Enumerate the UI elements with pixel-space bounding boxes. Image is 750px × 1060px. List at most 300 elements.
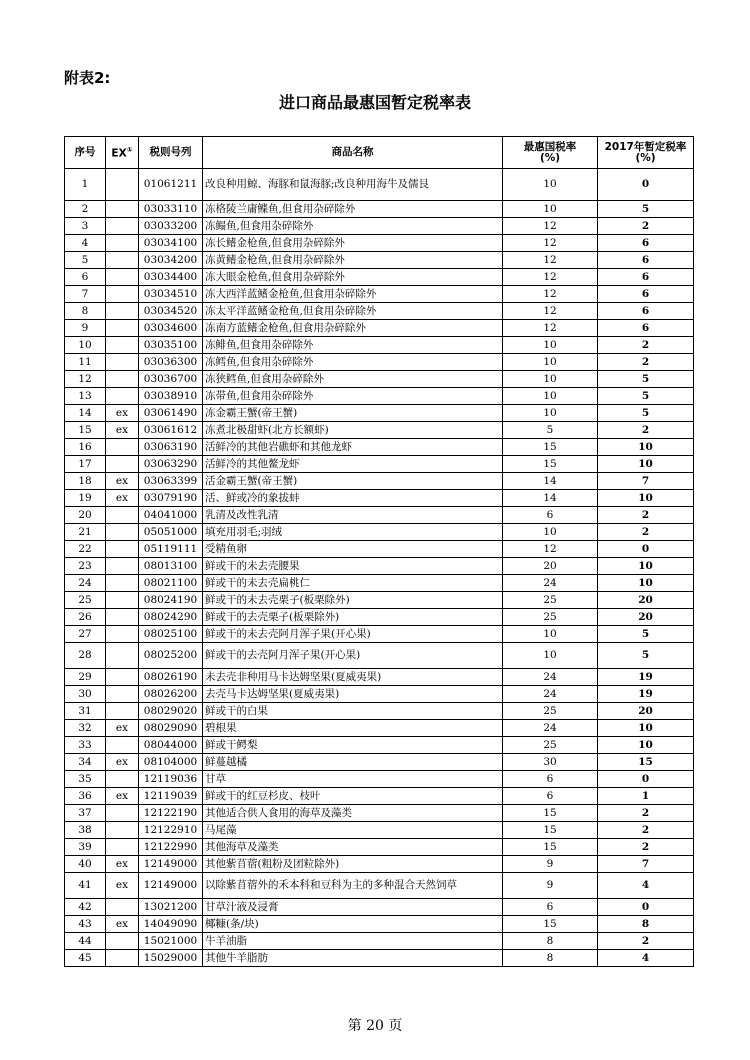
cell-mfn: 12	[503, 252, 598, 269]
cell-code: 08021100	[139, 575, 203, 592]
cell-temp: 10	[598, 737, 694, 754]
cell-code: 03063399	[139, 473, 203, 490]
cell-name: 其他牛羊脂肪	[203, 950, 503, 967]
cell-temp: 2	[598, 524, 694, 541]
cell-mfn: 9	[503, 856, 598, 873]
cell-mfn: 15	[503, 805, 598, 822]
cell-temp: 10	[598, 575, 694, 592]
table-row	[65, 933, 694, 950]
cell-seq: 18	[65, 473, 106, 490]
table-row	[65, 626, 694, 643]
cell-temp: 5	[598, 643, 694, 669]
cell-seq: 1	[65, 169, 106, 201]
cell-seq: 31	[65, 703, 106, 720]
cell-name: 甘草	[203, 771, 503, 788]
cell-mfn: 25	[503, 592, 598, 609]
table-row	[65, 507, 694, 524]
table-row	[65, 822, 694, 839]
cell-name: 鲜蔓越橘	[203, 754, 503, 771]
cell-temp: 2	[598, 839, 694, 856]
cell-seq: 10	[65, 337, 106, 354]
table-row	[65, 269, 694, 286]
cell-temp: 5	[598, 371, 694, 388]
table-row	[65, 252, 694, 269]
cell-temp: 0	[598, 771, 694, 788]
cell-code: 03033110	[139, 201, 203, 218]
cell-seq: 16	[65, 439, 106, 456]
cell-mfn: 12	[503, 218, 598, 235]
cell-ex: ex	[106, 422, 139, 439]
cell-code: 03079190	[139, 490, 203, 507]
cell-mfn: 15	[503, 439, 598, 456]
cell-ex	[106, 439, 139, 456]
cell-temp: 2	[598, 354, 694, 371]
cell-name: 冻长鳍金枪鱼,但食用杂碎除外	[203, 235, 503, 252]
cell-temp: 6	[598, 252, 694, 269]
table-row	[65, 592, 694, 609]
table-row	[65, 788, 694, 805]
cell-code: 13021200	[139, 899, 203, 916]
cell-code: 12122990	[139, 839, 203, 856]
table-row	[65, 218, 694, 235]
cell-temp: 8	[598, 916, 694, 933]
cell-name: 冻煮北极甜虾(北方长额虾)	[203, 422, 503, 439]
cell-name: 其他适合供人食用的海草及藻类	[203, 805, 503, 822]
cell-ex	[106, 703, 139, 720]
cell-name: 鲜或干的白果	[203, 703, 503, 720]
cell-temp: 10	[598, 456, 694, 473]
cell-code: 01061211	[139, 169, 203, 201]
cell-mfn: 8	[503, 950, 598, 967]
cell-temp: 6	[598, 235, 694, 252]
cell-seq: 21	[65, 524, 106, 541]
cell-ex	[106, 235, 139, 252]
cell-mfn: 10	[503, 405, 598, 422]
cell-mfn: 24	[503, 720, 598, 737]
header-ex-footnote: ①	[126, 146, 133, 155]
cell-mfn: 20	[503, 558, 598, 575]
cell-ex	[106, 626, 139, 643]
cell-seq: 27	[65, 626, 106, 643]
header-name: 商品名称	[203, 137, 503, 169]
cell-name: 冻狭鳕鱼,但食用杂碎除外	[203, 371, 503, 388]
cell-name: 活鲜冷的其他鳌龙虾	[203, 456, 503, 473]
cell-ex	[106, 388, 139, 405]
table-header-row	[65, 137, 694, 169]
table-row	[65, 669, 694, 686]
cell-ex	[106, 737, 139, 754]
cell-mfn: 10	[503, 388, 598, 405]
cell-name: 活金霸王蟹(帝王蟹)	[203, 473, 503, 490]
cell-seq: 11	[65, 354, 106, 371]
cell-code: 12119039	[139, 788, 203, 805]
cell-temp: 20	[598, 703, 694, 720]
cell-name: 受精鱼卵	[203, 541, 503, 558]
table-row	[65, 422, 694, 439]
cell-ex	[106, 669, 139, 686]
cell-temp: 2	[598, 507, 694, 524]
cell-ex	[106, 839, 139, 856]
cell-code: 15029000	[139, 950, 203, 967]
cell-ex	[106, 524, 139, 541]
cell-temp: 20	[598, 592, 694, 609]
cell-seq: 44	[65, 933, 106, 950]
table-row	[65, 439, 694, 456]
cell-ex	[106, 201, 139, 218]
cell-seq: 19	[65, 490, 106, 507]
cell-name: 甘草汁液及浸膏	[203, 899, 503, 916]
cell-temp: 6	[598, 286, 694, 303]
cell-ex	[106, 507, 139, 524]
cell-seq: 28	[65, 643, 106, 669]
cell-code: 03034600	[139, 320, 203, 337]
cell-seq: 5	[65, 252, 106, 269]
cell-name: 冻鳕鱼,但食用杂碎除外	[203, 354, 503, 371]
table-row	[65, 686, 694, 703]
cell-code: 03038910	[139, 388, 203, 405]
cell-ex	[106, 950, 139, 967]
cell-mfn: 8	[503, 933, 598, 950]
cell-code: 03034400	[139, 269, 203, 286]
cell-ex	[106, 558, 139, 575]
cell-seq: 34	[65, 754, 106, 771]
cell-temp: 4	[598, 873, 694, 899]
cell-seq: 6	[65, 269, 106, 286]
table-row	[65, 371, 694, 388]
cell-temp: 6	[598, 303, 694, 320]
cell-name: 马尾藻	[203, 822, 503, 839]
header-ex-text: EX	[111, 147, 127, 160]
header-ex	[106, 137, 139, 169]
cell-mfn: 10	[503, 371, 598, 388]
cell-ex	[106, 592, 139, 609]
cell-temp: 2	[598, 822, 694, 839]
cell-code: 03034510	[139, 286, 203, 303]
cell-ex	[106, 575, 139, 592]
cell-mfn: 15	[503, 822, 598, 839]
cell-mfn: 6	[503, 771, 598, 788]
cell-code: 03063190	[139, 439, 203, 456]
table-row	[65, 771, 694, 788]
cell-temp: 0	[598, 541, 694, 558]
cell-ex	[106, 252, 139, 269]
table-row	[65, 873, 694, 899]
cell-name: 改良种用鲸、海豚和鼠海豚;改良种用海牛及儒艮	[203, 169, 503, 201]
table-row	[65, 541, 694, 558]
cell-ex	[106, 169, 139, 201]
table-row	[65, 575, 694, 592]
appendix-label: 附表2:	[64, 69, 111, 87]
cell-seq: 32	[65, 720, 106, 737]
cell-code: 12119036	[139, 771, 203, 788]
cell-mfn: 15	[503, 839, 598, 856]
cell-code: 03036700	[139, 371, 203, 388]
cell-code: 03061612	[139, 422, 203, 439]
table-row	[65, 754, 694, 771]
cell-mfn: 10	[503, 524, 598, 541]
cell-mfn: 24	[503, 686, 598, 703]
table-row	[65, 839, 694, 856]
cell-temp: 5	[598, 405, 694, 422]
cell-mfn: 9	[503, 873, 598, 899]
cell-seq: 22	[65, 541, 106, 558]
table-row	[65, 201, 694, 218]
cell-ex	[106, 609, 139, 626]
cell-mfn: 12	[503, 269, 598, 286]
cell-mfn: 10	[503, 337, 598, 354]
cell-ex	[106, 456, 139, 473]
cell-code: 08029090	[139, 720, 203, 737]
cell-name: 其他海草及藻类	[203, 839, 503, 856]
cell-ex: ex	[106, 788, 139, 805]
cell-ex	[106, 303, 139, 320]
cell-seq: 40	[65, 856, 106, 873]
table-row	[65, 320, 694, 337]
cell-seq: 25	[65, 592, 106, 609]
cell-seq: 24	[65, 575, 106, 592]
cell-ex: ex	[106, 473, 139, 490]
table-row	[65, 169, 694, 201]
page-title: 进口商品最惠国暂定税率表	[278, 93, 471, 112]
cell-mfn: 12	[503, 303, 598, 320]
cell-ex	[106, 686, 139, 703]
cell-mfn: 12	[503, 320, 598, 337]
cell-temp: 2	[598, 805, 694, 822]
cell-code: 08025100	[139, 626, 203, 643]
cell-mfn: 15	[503, 916, 598, 933]
table-row	[65, 235, 694, 252]
cell-seq: 8	[65, 303, 106, 320]
cell-temp: 5	[598, 626, 694, 643]
cell-code: 08029020	[139, 703, 203, 720]
cell-seq: 2	[65, 201, 106, 218]
cell-seq: 12	[65, 371, 106, 388]
cell-mfn: 12	[503, 541, 598, 558]
cell-ex	[106, 643, 139, 669]
page-number: 第 20 页	[347, 1018, 403, 1034]
cell-code: 04041000	[139, 507, 203, 524]
cell-code: 14049090	[139, 916, 203, 933]
table-row	[65, 473, 694, 490]
table-row	[65, 337, 694, 354]
cell-temp: 0	[598, 899, 694, 916]
cell-name: 鲜或干的去壳栗子(板栗除外)	[203, 609, 503, 626]
header-temp-line2: (%)	[635, 151, 656, 164]
cell-temp: 6	[598, 269, 694, 286]
table-row	[65, 490, 694, 507]
cell-name: 冻太平洋蓝鳍金枪鱼,但食用杂碎除外	[203, 303, 503, 320]
cell-ex	[106, 771, 139, 788]
cell-ex: ex	[106, 916, 139, 933]
cell-mfn: 24	[503, 575, 598, 592]
tariff-table	[64, 136, 694, 967]
header-code: 税则号列	[139, 137, 203, 169]
header-temp	[598, 137, 694, 169]
table-body	[65, 169, 694, 967]
table-row	[65, 303, 694, 320]
cell-name: 乳清及改性乳清	[203, 507, 503, 524]
cell-seq: 26	[65, 609, 106, 626]
cell-mfn: 30	[503, 754, 598, 771]
cell-mfn: 14	[503, 473, 598, 490]
cell-seq: 33	[65, 737, 106, 754]
cell-code: 05119111	[139, 541, 203, 558]
cell-mfn: 15	[503, 456, 598, 473]
cell-ex	[106, 933, 139, 950]
cell-mfn: 25	[503, 609, 598, 626]
cell-seq: 42	[65, 899, 106, 916]
cell-temp: 19	[598, 669, 694, 686]
cell-code: 03034200	[139, 252, 203, 269]
cell-temp: 2	[598, 422, 694, 439]
table-row	[65, 524, 694, 541]
cell-code: 03033200	[139, 218, 203, 235]
cell-name: 牛羊油脂	[203, 933, 503, 950]
cell-temp: 1	[598, 788, 694, 805]
cell-ex: ex	[106, 856, 139, 873]
cell-seq: 43	[65, 916, 106, 933]
cell-seq: 37	[65, 805, 106, 822]
cell-temp: 4	[598, 950, 694, 967]
cell-seq: 4	[65, 235, 106, 252]
cell-code: 03034100	[139, 235, 203, 252]
cell-ex: ex	[106, 754, 139, 771]
cell-name: 碧根果	[203, 720, 503, 737]
cell-code: 03061490	[139, 405, 203, 422]
cell-seq: 39	[65, 839, 106, 856]
cell-name: 冻格陵兰庸鲽鱼,但食用杂碎除外	[203, 201, 503, 218]
cell-mfn: 6	[503, 507, 598, 524]
cell-temp: 10	[598, 558, 694, 575]
table-row	[65, 805, 694, 822]
cell-code: 08024290	[139, 609, 203, 626]
cell-seq: 13	[65, 388, 106, 405]
table-row	[65, 856, 694, 873]
cell-code: 08024190	[139, 592, 203, 609]
cell-temp: 19	[598, 686, 694, 703]
cell-code: 03036300	[139, 354, 203, 371]
cell-code: 12122190	[139, 805, 203, 822]
cell-temp: 15	[598, 754, 694, 771]
cell-code: 08026200	[139, 686, 203, 703]
cell-mfn: 5	[503, 422, 598, 439]
cell-temp: 2	[598, 933, 694, 950]
cell-ex: ex	[106, 490, 139, 507]
cell-name: 冻南方蓝鳍金枪鱼,但食用杂碎除外	[203, 320, 503, 337]
cell-ex	[106, 354, 139, 371]
header-temp-line1: 2017年暂定税率	[604, 140, 687, 153]
cell-seq: 23	[65, 558, 106, 575]
cell-name: 鲜或干的未去壳阿月浑子果(开心果)	[203, 626, 503, 643]
cell-seq: 17	[65, 456, 106, 473]
cell-mfn: 14	[503, 490, 598, 507]
cell-code: 08026190	[139, 669, 203, 686]
cell-ex	[106, 822, 139, 839]
table-row	[65, 737, 694, 754]
cell-seq: 9	[65, 320, 106, 337]
cell-temp: 0	[598, 169, 694, 201]
table-row	[65, 286, 694, 303]
cell-code: 12149000	[139, 856, 203, 873]
cell-seq: 45	[65, 950, 106, 967]
cell-mfn: 12	[503, 286, 598, 303]
table-row	[65, 609, 694, 626]
cell-name: 鲜或干的红豆杉皮、枝叶	[203, 788, 503, 805]
cell-temp: 5	[598, 388, 694, 405]
cell-mfn: 10	[503, 169, 598, 201]
cell-name: 填充用羽毛;羽绒	[203, 524, 503, 541]
cell-ex	[106, 371, 139, 388]
cell-name: 冻大眼金枪鱼,但食用杂碎除外	[203, 269, 503, 286]
header-mfn-line2: (%)	[539, 151, 561, 164]
cell-seq: 36	[65, 788, 106, 805]
cell-mfn: 6	[503, 899, 598, 916]
table-row	[65, 354, 694, 371]
cell-name: 冻鳎鱼,但食用杂碎除外	[203, 218, 503, 235]
table-row	[65, 558, 694, 575]
cell-temp: 2	[598, 218, 694, 235]
cell-temp: 10	[598, 720, 694, 737]
table-row	[65, 720, 694, 737]
cell-seq: 38	[65, 822, 106, 839]
table-row	[65, 643, 694, 669]
cell-mfn: 24	[503, 669, 598, 686]
cell-code: 03063290	[139, 456, 203, 473]
cell-seq: 14	[65, 405, 106, 422]
cell-code: 12149000	[139, 873, 203, 899]
table-row	[65, 456, 694, 473]
cell-temp: 10	[598, 439, 694, 456]
cell-ex	[106, 805, 139, 822]
cell-mfn: 12	[503, 235, 598, 252]
cell-ex	[106, 218, 139, 235]
cell-code: 03035100	[139, 337, 203, 354]
cell-code: 05051000	[139, 524, 203, 541]
cell-name: 鲜或干的去壳阿月浑子果(开心果)	[203, 643, 503, 669]
cell-temp: 7	[598, 856, 694, 873]
cell-name: 鲜或干鳄梨	[203, 737, 503, 754]
table-row	[65, 388, 694, 405]
cell-mfn: 10	[503, 626, 598, 643]
cell-code: 12122910	[139, 822, 203, 839]
cell-ex	[106, 320, 139, 337]
cell-name: 活、鲜或冷的象拔蚌	[203, 490, 503, 507]
cell-name: 未去壳非种用马卡达姆坚果(夏威夷果)	[203, 669, 503, 686]
cell-mfn: 25	[503, 703, 598, 720]
cell-mfn: 25	[503, 737, 598, 754]
cell-seq: 3	[65, 218, 106, 235]
cell-mfn: 6	[503, 788, 598, 805]
cell-seq: 20	[65, 507, 106, 524]
cell-name: 活鲜冷的其他岩礁虾和其他龙虾	[203, 439, 503, 456]
header-seq: 序号	[65, 137, 106, 169]
cell-temp: 6	[598, 320, 694, 337]
cell-code: 15021000	[139, 933, 203, 950]
cell-seq: 29	[65, 669, 106, 686]
cell-ex	[106, 899, 139, 916]
table-row	[65, 703, 694, 720]
cell-mfn: 10	[503, 201, 598, 218]
cell-code: 08044000	[139, 737, 203, 754]
cell-name: 冻黄鳍金枪鱼,但食用杂碎除外	[203, 252, 503, 269]
cell-code: 08013100	[139, 558, 203, 575]
cell-seq: 35	[65, 771, 106, 788]
cell-code: 03034520	[139, 303, 203, 320]
cell-name: 去壳马卡达姆坚果(夏威夷果)	[203, 686, 503, 703]
cell-name: 以除紫苜蓿外的禾本科和豆科为主的多种混合天然饲草	[203, 873, 503, 899]
cell-code: 08104000	[139, 754, 203, 771]
cell-name: 鲜或干的未去壳腰果	[203, 558, 503, 575]
